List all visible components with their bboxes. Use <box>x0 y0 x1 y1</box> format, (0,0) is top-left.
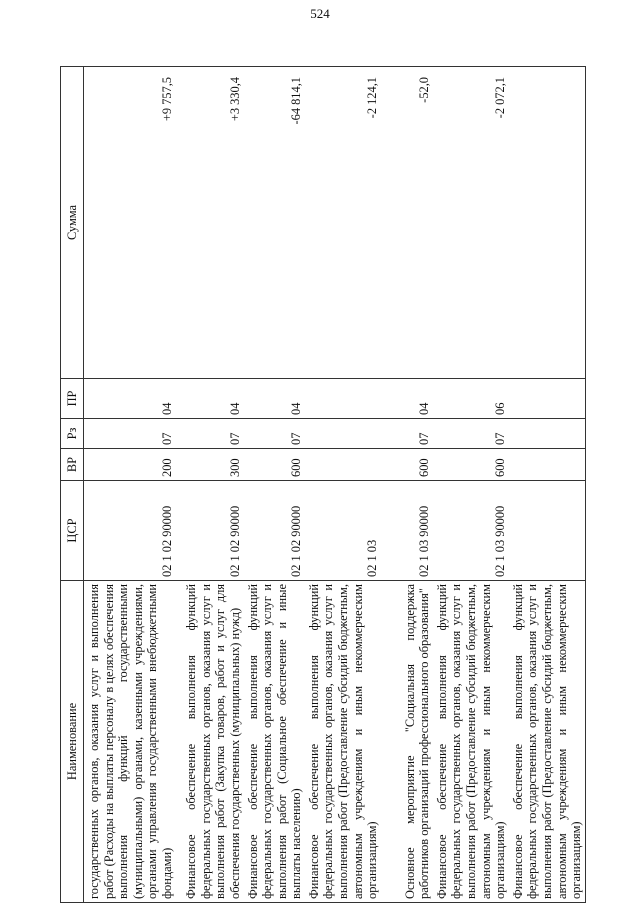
table-row <box>176 67 244 903</box>
budget-table <box>60 66 586 903</box>
header-csr: ЦСР <box>61 481 84 581</box>
page-number: 524 <box>310 6 330 21</box>
row-rz: 07 <box>244 419 305 449</box>
row-rz: 07 <box>84 419 176 449</box>
row-sum: -2 072,1 <box>433 67 509 379</box>
rotated-budget-table-sheet <box>60 67 608 903</box>
row-sum: -2 124,1 <box>305 67 381 379</box>
row-pr: 04 <box>244 379 305 419</box>
row-sum: -52,0 <box>381 67 433 379</box>
row-name: Финансовое обеспечение выполнения функций федеральных государственных органов, оказания услуг и выполнения работ (Социальное обеспечение и иные выплаты населению) <box>244 581 305 903</box>
row-rz: 07 <box>381 419 433 449</box>
row-name: Финансовое обеспечение выполнения функций федеральных государственных органов, оказания услуг и выполнения работ (Предоставление субсидий бюджетным, автономным учреждениям и иным некоммерческим организациям) <box>433 581 509 903</box>
table-row <box>381 67 433 903</box>
row-csr: 02 1 02 90000 <box>244 481 305 581</box>
row-sum <box>509 67 585 379</box>
row-pr: 06 <box>433 379 509 419</box>
row-vr <box>305 449 381 481</box>
header-rz: Рз <box>61 419 84 449</box>
table-row <box>84 67 176 903</box>
row-sum: +9 757,5 <box>84 67 176 379</box>
row-name: Основное мероприятие "Социальная поддержка работников организаций профессионального образования" <box>381 581 433 903</box>
row-vr: 200 <box>84 449 176 481</box>
row-csr: 02 1 03 90000 <box>381 481 433 581</box>
row-pr: 04 <box>84 379 176 419</box>
header-sum: Сумма <box>61 67 84 379</box>
table-header-row <box>61 67 84 903</box>
row-vr: 600 <box>381 449 433 481</box>
row-rz <box>305 419 381 449</box>
header-name: Наименование <box>61 581 84 903</box>
row-csr <box>509 481 585 581</box>
row-csr: 02 1 03 90000 <box>433 481 509 581</box>
header-pr: ПР <box>61 379 84 419</box>
row-pr: 04 <box>381 379 433 419</box>
row-name: Финансовое обеспечение выполнения функций федеральных государственных органов, оказания услуг и выполнения работ (Предоставление субсидий бюджетным, автономным учреждениям и иным некоммерческим организациям) <box>509 581 585 903</box>
table-row <box>509 67 585 903</box>
row-vr: 600 <box>244 449 305 481</box>
row-pr <box>509 379 585 419</box>
row-vr: 600 <box>433 449 509 481</box>
row-rz <box>509 419 585 449</box>
row-name: Финансовое обеспечение выполнения функций федеральных государственных органов, оказания услуг и выполнения работ (Предоставление субсидий бюджетным, автономным учреждениям и иным некоммерческим организациям) <box>305 581 381 903</box>
row-name: государственных органов, оказания услуг и выполнения работ (Расходы на выплаты персоналу в целях обеспечения выполнения функций государственными (муниципальными) органами, казенными учреждениями, органами управления государственными внебюджетными фондами) <box>84 581 176 903</box>
row-csr: 02 1 03 <box>305 481 381 581</box>
row-vr <box>509 449 585 481</box>
row-rz: 07 <box>433 419 509 449</box>
table-row <box>244 67 305 903</box>
table-row <box>305 67 381 903</box>
row-vr: 300 <box>176 449 244 481</box>
row-csr: 02 1 02 90000 <box>84 481 176 581</box>
header-vr: ВР <box>61 449 84 481</box>
row-pr <box>305 379 381 419</box>
row-sum: +3 330,4 <box>176 67 244 379</box>
table-row <box>433 67 509 903</box>
row-rz: 07 <box>176 419 244 449</box>
row-sum: -64 814,1 <box>244 67 305 379</box>
row-csr: 02 1 02 90000 <box>176 481 244 581</box>
row-name: Финансовое обеспечение выполнения функций федеральных государственных органов, оказания услуг и выполнения работ (Закупка товаров, работ и услуг для обеспечения государственных (муниципальных) нужд) <box>176 581 244 903</box>
row-pr: 04 <box>176 379 244 419</box>
